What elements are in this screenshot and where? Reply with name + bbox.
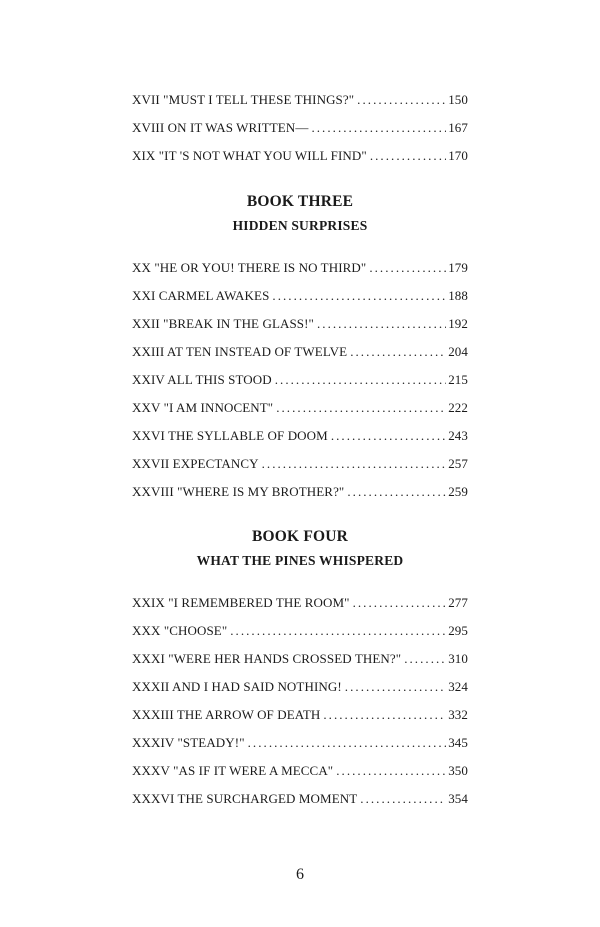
toc-entry-title: XXXIV "STEADY!" <box>132 735 245 750</box>
toc-entry-title: XXII "BREAK IN THE GLASS!" <box>132 316 314 331</box>
toc-entry-title: XXXII AND I HAD SAID NOTHING! <box>132 679 342 694</box>
toc-entry-title: XXVI THE SYLLABLE OF DOOM <box>132 428 328 443</box>
toc-entry <box>132 260 468 280</box>
toc-entry-title: XXI CARMEL AWAKES <box>132 288 270 303</box>
toc-entry <box>132 791 468 811</box>
book-four-subtitle: WHAT THE PINES WHISPERED <box>196 553 404 568</box>
toc-entry <box>132 372 468 392</box>
toc-entry <box>132 92 468 112</box>
toc-entry-title: XXVIII "WHERE IS MY BROTHER?" <box>132 484 345 499</box>
toc-entry-title: XXXIII THE ARROW OF DEATH <box>132 707 321 722</box>
leader-dots <box>275 372 446 388</box>
toc-entry-title: XX "HE OR YOU! THERE IS NO THIRD" <box>132 260 367 275</box>
toc-entry-page: 259 <box>448 484 468 499</box>
toc-entry-page: 345 <box>448 735 468 750</box>
toc-entry-title: XXV "I AM INNOCENT" <box>132 400 274 415</box>
page-number: 6 <box>296 866 304 883</box>
toc-entry-page: 354 <box>448 791 468 806</box>
toc-entry <box>132 344 468 364</box>
leader-dots <box>345 679 446 695</box>
leader-dots <box>248 735 447 751</box>
leader-dots <box>360 791 446 807</box>
toc-entry-page: 310 <box>448 651 468 666</box>
leader-dots <box>369 260 446 276</box>
toc-entry-page: 332 <box>448 707 468 722</box>
toc-entry-page: 204 <box>448 344 468 359</box>
leader-dots <box>350 344 446 360</box>
toc-entry <box>132 120 468 140</box>
leader-dots <box>230 623 446 639</box>
toc-entry <box>132 288 468 308</box>
book-three-heading: BOOK THREE <box>246 193 354 210</box>
toc-entry-page: 243 <box>448 428 468 443</box>
toc-entry-page: 222 <box>448 400 468 415</box>
toc-entry-title: XXVII EXPECTANCY <box>132 456 259 471</box>
toc-entry-page: 179 <box>448 260 468 275</box>
toc-entry <box>132 735 468 755</box>
leader-dots <box>404 651 446 667</box>
leader-dots <box>336 763 446 779</box>
toc-entry <box>132 316 468 336</box>
toc-entry <box>132 623 468 643</box>
toc-entry <box>132 148 468 168</box>
toc-entry <box>132 595 468 615</box>
toc-entry-page: 150 <box>448 92 468 107</box>
leader-dots <box>323 707 446 723</box>
toc-entry <box>132 679 468 699</box>
toc-entry-page: 277 <box>448 595 468 610</box>
toc-entry-page: 215 <box>448 372 468 387</box>
toc-entry <box>132 763 468 783</box>
book-four-heading: BOOK FOUR <box>251 528 349 545</box>
leader-dots <box>317 316 446 332</box>
toc-entry <box>132 651 468 671</box>
toc-entry <box>132 456 468 476</box>
leader-dots <box>370 148 446 164</box>
toc-entry-page: 295 <box>448 623 468 638</box>
toc-entry-page: 188 <box>448 288 468 303</box>
toc-entry-page: 324 <box>448 679 468 694</box>
leader-dots <box>347 484 446 500</box>
leader-dots <box>276 400 446 416</box>
toc-entry-page: 167 <box>448 120 468 135</box>
toc-entry-title: XXIX "I REMEMBERED THE ROOM" <box>132 595 350 610</box>
toc-entry-title: XXXV "AS IF IT WERE A MECCA" <box>132 763 334 778</box>
toc-entry-title: XXXVI THE SURCHARGED MOMENT <box>132 791 358 806</box>
toc-entry <box>132 484 468 504</box>
toc-entry-title: XXXI "WERE HER HANDS CROSSED THEN?" <box>132 651 402 666</box>
toc-entry-page: 192 <box>448 316 468 331</box>
toc-entry <box>132 400 468 420</box>
toc-entry-title: XIX "IT 'S NOT WHAT YOU WILL FIND" <box>132 148 367 163</box>
toc-entry <box>132 428 468 448</box>
toc-entry-page: 170 <box>448 148 468 163</box>
leader-dots <box>357 92 446 108</box>
toc-entry-title: XXIV ALL THIS STOOD <box>132 372 272 387</box>
leader-dots <box>353 595 447 611</box>
toc-entry <box>132 707 468 727</box>
toc-entry-title: XVII "MUST I TELL THESE THINGS?" <box>132 92 355 107</box>
leader-dots <box>331 428 446 444</box>
toc-entry-page: 257 <box>448 456 468 471</box>
book-three-subtitle: HIDDEN SURPRISES <box>232 218 368 233</box>
toc-entry-title: XVIII ON IT WAS WRITTEN— <box>132 120 309 135</box>
toc-entry-page: 350 <box>448 763 468 778</box>
leader-dots <box>272 288 446 304</box>
leader-dots <box>311 120 446 136</box>
toc-entry-title: XXX "CHOOSE" <box>132 623 228 638</box>
leader-dots <box>262 456 447 472</box>
toc-entry-title: XXIII AT TEN INSTEAD OF TWELVE <box>132 344 348 359</box>
